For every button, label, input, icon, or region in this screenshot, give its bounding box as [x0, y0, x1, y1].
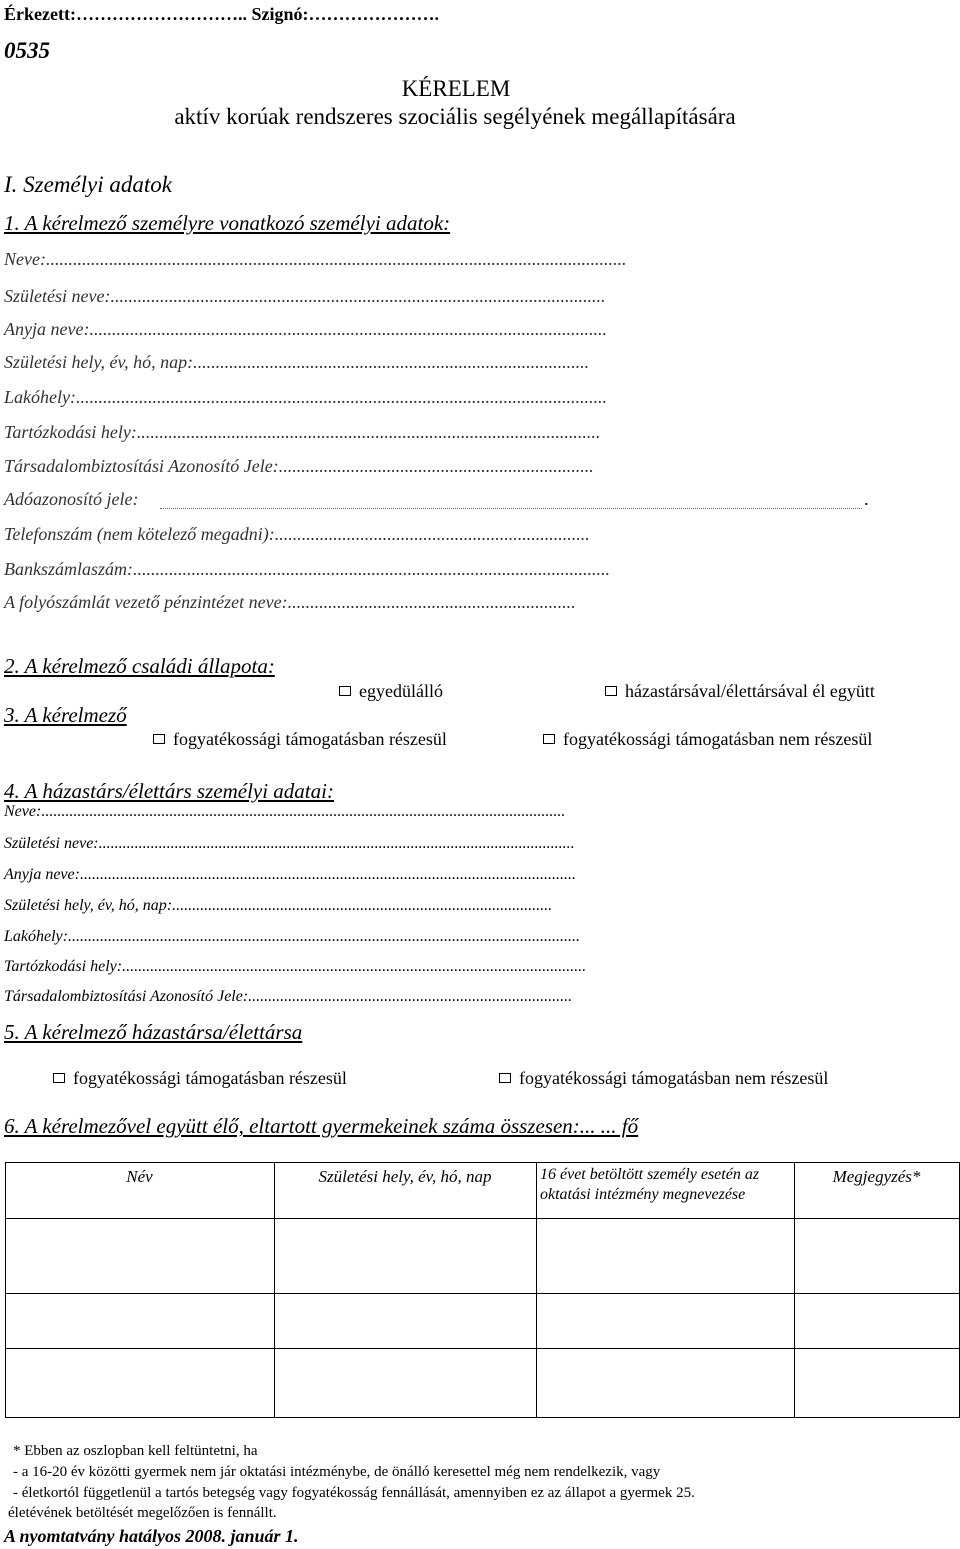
footnote-line-2: - a 16-20 év közötti gyermek nem jár oktatási intézménybe, de önálló keresettel még nem rendelkezik, vagy	[13, 1464, 661, 1480]
spouse-birth-place-date-field[interactable]: Születési hely, év, hó, nap:...............................................................................................	[4, 897, 553, 914]
received-signature-line: Érkezett:……………………….. Szignó:………………….	[4, 4, 439, 24]
option-applicant-no-disability-support[interactable]: fogyatékossági támogatásban nem részesül	[543, 729, 872, 750]
applicant-social-security-field[interactable]: Társadalombiztosítási Azonosító Jele:......................................................................	[4, 456, 594, 476]
col-header-school-line-2: oktatási intézmény megnevezése	[540, 1186, 746, 1203]
spouse-social-security-field[interactable]: Társadalombiztosítási Azonosító Jele:.................................................................................	[4, 988, 573, 1005]
applicant-residence-field[interactable]: Lakóhely:......................................................................................................................	[4, 387, 607, 407]
title-line-2: aktív korúak rendszeres szociális segélyének megállapítására	[174, 104, 736, 129]
footnote-line-3: - életkortól függetlenül a tartós betegség vagy fogyatékosság fennállását, amennyiben ez az állapot a gyermek 25.	[13, 1485, 695, 1501]
checkbox-spouse-disability-support[interactable]	[53, 1073, 65, 1083]
validity-note: A nyomtatvány hatályos 2008. január 1.	[4, 1526, 299, 1546]
footnote-line-1: * Ebben az oszlopban kell feltüntetni, ha	[13, 1443, 258, 1459]
checkbox-single[interactable]	[339, 686, 351, 696]
table-border-top	[5, 1162, 960, 1163]
col-header-name: Név	[126, 1167, 153, 1186]
section-1-subheading: 1. A kérelmező személyre vonatkozó személyi adatok:	[4, 211, 451, 235]
applicant-mother-name-field[interactable]: Anyja neve:...................................................................................................................	[4, 319, 607, 339]
table-row[interactable]	[6, 1294, 958, 1347]
form-title	[0, 76, 960, 130]
applicant-bank-account-field[interactable]: Bankszámlaszám:..........................................................................................................	[4, 559, 610, 579]
tax-id-end-mark: .	[864, 489, 869, 509]
table-row[interactable]	[6, 1219, 958, 1292]
spouse-residence-field[interactable]: Lakóhely:................................................................................................................................	[4, 928, 580, 945]
section-2-heading: 2. A kérelmező családi állapota:	[4, 654, 275, 678]
checkbox-spouse-no-disability-support[interactable]	[499, 1073, 511, 1083]
checkbox-applicant-disability-support[interactable]	[153, 734, 165, 744]
applicant-tax-id-field[interactable]: Adóazonosító jele:	[4, 489, 139, 509]
spouse-birth-name-field[interactable]: Születési neve:.......................................................................................................................	[4, 835, 575, 852]
option-spouse-disability-support[interactable]: fogyatékossági támogatásban részesül	[53, 1068, 347, 1089]
option-spouse-no-disability-support[interactable]: fogyatékossági támogatásban nem részesül	[499, 1068, 828, 1089]
tax-id-underline	[160, 508, 862, 509]
option-single[interactable]: egyedülálló	[339, 681, 443, 702]
section-1-heading: I. Személyi adatok	[4, 172, 172, 197]
children-table	[5, 1162, 960, 1418]
spouse-mother-name-field[interactable]: Anyja neve:............................................................................................................................	[4, 866, 576, 883]
checkbox-applicant-no-disability-support[interactable]	[543, 734, 555, 744]
footnote-line-4: életévének betöltését megelőzően is fennállt.	[8, 1505, 277, 1521]
spouse-stay-place-field[interactable]: Tartózkodási hely:....................................................................................................................	[4, 958, 587, 975]
checkbox-living-with-spouse[interactable]	[605, 686, 617, 696]
applicant-stay-place-field[interactable]: Tartózkodási hely:.......................................................................................................	[4, 422, 601, 442]
col-header-notes: Megjegyzés*	[832, 1167, 921, 1186]
spouse-name-field[interactable]: Neve:...................................................................................................................................	[4, 803, 566, 820]
table-border-bottom	[5, 1417, 960, 1418]
form-code: 0535	[4, 38, 50, 63]
col-header-school-line-1: 16 évet betöltött személy esetén az	[540, 1166, 760, 1183]
applicant-bank-name-field[interactable]: A folyószámlát vezető pénzintézet neve:................................................................	[4, 592, 576, 612]
title-line-1: KÉRELEM	[401, 76, 511, 101]
section-5-heading: 5. A kérelmező házastársa/élettársa	[4, 1020, 303, 1044]
applicant-birth-place-date-field[interactable]: Születési hely, év, hó, nap:........................................................................................	[4, 352, 590, 372]
section-6-heading: 6. A kérelmezővel együtt élő, eltartott gyermekeinek száma összesen:... ... fő	[4, 1114, 639, 1138]
applicant-name-field[interactable]: Neve:.................................................................................................................................	[4, 249, 627, 269]
col-header-birth-place-date: Születési hely, év, hó, nap	[318, 1167, 492, 1186]
option-applicant-disability-support[interactable]: fogyatékossági támogatásban részesül	[153, 729, 447, 750]
table-row[interactable]	[6, 1349, 958, 1416]
section-3-heading: 3. A kérelmező	[4, 703, 127, 727]
applicant-phone-field[interactable]: Telefonszám (nem kötelező megadni):......................................................................	[4, 524, 590, 544]
applicant-birth-name-field[interactable]: Születési neve:..............................................................................................................	[4, 286, 606, 306]
section-4-heading: 4. A házastárs/élettárs személyi adatai:	[4, 779, 334, 803]
option-living-with-spouse[interactable]: házastársával/élettársával él együtt	[605, 681, 875, 702]
